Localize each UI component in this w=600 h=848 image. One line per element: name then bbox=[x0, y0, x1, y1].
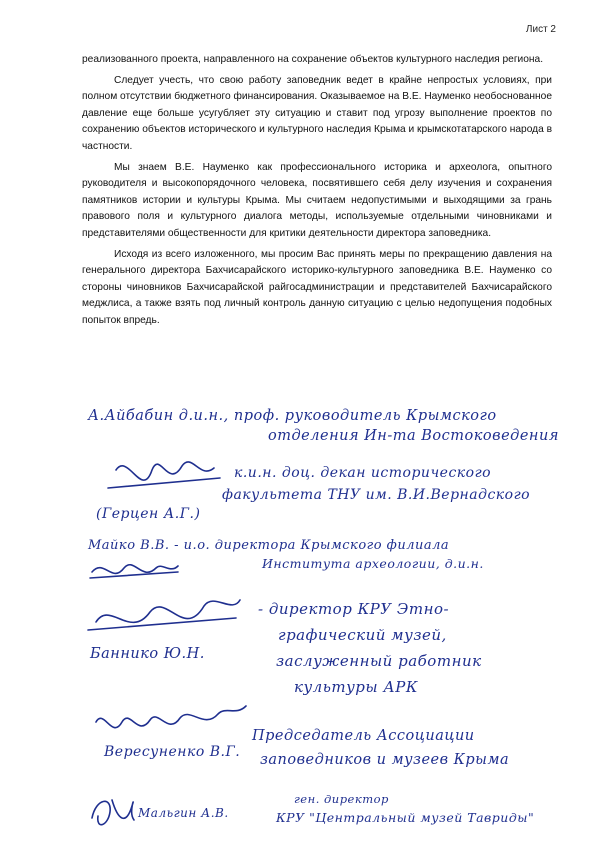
signature-6-line-2: КРУ "Центральный музей Тавриды" bbox=[276, 810, 535, 825]
signature-2-scribble bbox=[108, 462, 220, 488]
signature-4-line-2: графический музей, bbox=[278, 626, 447, 644]
paragraph-2: Следует учесть, что свою работу заповедник ведет в крайне непростых условиях, при полном отсутствии бюджетного финансирования. Оказываемое на В.Е. Науменко необоснованное давление еще больше усугубляет эту ситуацию и ставит под угрозу выполнение проектов по сохранению объектов исторического и культурного наследия Крыма и крымскотатарского народа в частности. bbox=[82, 74, 552, 152]
paragraph-3: Мы знаем В.Е. Науменко как профессионального историка и археолога, опытного руководителя и высокопорядочного человека, посвятившего себя делу изучения и сохранения памятников истории и культуры Крыма. Мы считаем недопустимыми и выходящими за грань правового поля и культурного диалога методы, используемые отдельными чиновниками и представителями общественности для критики деятельности директора заповедника. bbox=[82, 161, 552, 239]
signature-2-line-1: к.и.н. доц. декан исторического bbox=[234, 465, 492, 481]
signature-5-name: Вересуненко В.Г. bbox=[104, 744, 241, 760]
signature-4-scribble bbox=[88, 600, 240, 630]
signature-3-scribble bbox=[90, 565, 178, 578]
page-number-label: Лист 2 bbox=[525, 24, 556, 35]
signature-3-line-2: Института археологии, д.и.н. bbox=[262, 556, 484, 571]
signature-6-scribble bbox=[92, 800, 134, 825]
signature-1-line-2: отделения Ин-та Востоковедения bbox=[268, 428, 559, 444]
paragraph-4: Исходя из всего изложенного, мы просим Вас принять меры по прекращению давления на генерального директора Бахчисарайского историко-культурного заповедника В.Е. Науменко со стороны чиновников Бахчисарайской райгосадминистрации и представителей Бахчисарайского меджлиса, а также взять под личный контроль данную ситуацию с целью недопущения подобных попыток впредь. bbox=[82, 248, 552, 326]
signature-6-name: Мальгин А.В. bbox=[138, 806, 229, 820]
signature-4-line-1: - директор КРУ Этно- bbox=[258, 600, 450, 618]
signature-4-line-4: культуры АРК bbox=[294, 678, 418, 696]
signature-2-line-2: факультета ТНУ им. В.И.Вернадского bbox=[222, 487, 531, 503]
signature-3-line-1: Майко В.В. - и.о. директора Крымского филиала bbox=[88, 538, 450, 553]
signature-5-line-1: Председатель Ассоциации bbox=[252, 728, 475, 744]
signature-5-line-2: заповедников и музеев Крыма bbox=[260, 752, 510, 768]
paragraph-1: реализованного проекта, направленного на сохранение объектов культурного наследия региона. bbox=[82, 54, 544, 65]
signature-6-line-1: ген. директор bbox=[294, 792, 389, 806]
signature-2-name: (Герцен А.Г.) bbox=[96, 506, 201, 522]
signature-4-name: Баннико Ю.Н. bbox=[90, 646, 205, 662]
signature-1-line-1: А.Айбабин д.и.н., проф. руководитель Крымского bbox=[88, 408, 497, 424]
signature-4-line-3: заслуженный работник bbox=[276, 652, 482, 670]
signature-5-scribble bbox=[96, 706, 246, 728]
